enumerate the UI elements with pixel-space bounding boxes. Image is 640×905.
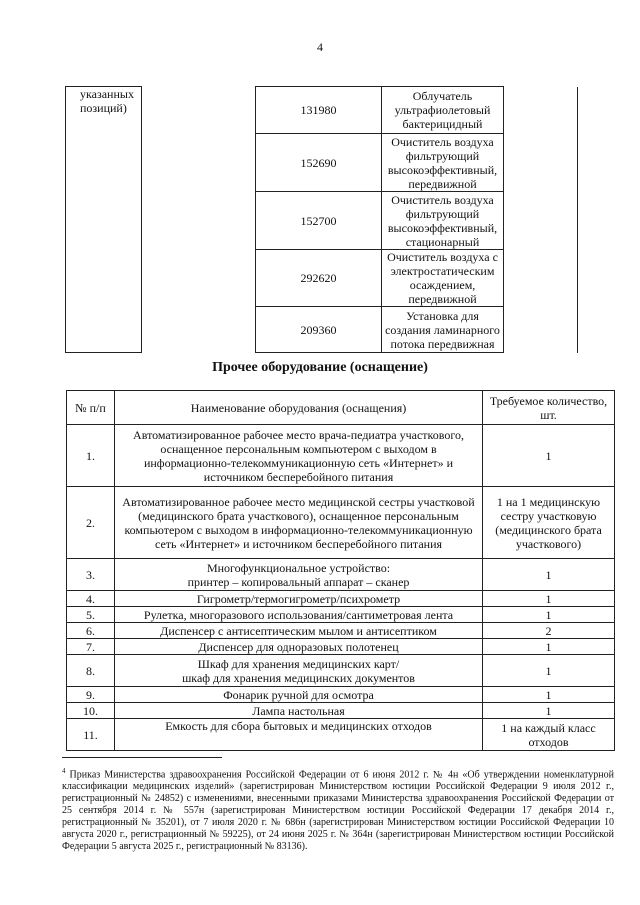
equipment-name-line: Многофункциональное устройство:: [206, 560, 391, 575]
empty-cell: [504, 87, 578, 353]
equipment-name-line: Шкаф для хранения медицинских карт/: [197, 656, 400, 671]
code-cell: 292620: [256, 250, 382, 307]
code-cell: 131980: [256, 87, 382, 134]
column-header-name: Наименование оборудования (оснащения): [115, 391, 483, 425]
equipment-name: Диспенсер с антисептическим мылом и антисептиком: [115, 623, 483, 639]
table-row: [67, 591, 615, 607]
row-number: 10.: [67, 703, 115, 719]
footnote-marker: 4: [62, 767, 66, 775]
item-name-cell: Очиститель воздуха с электростатическим осаждением, передвижной: [382, 250, 504, 307]
table-row: [67, 623, 615, 639]
row-number: 1.: [67, 425, 115, 487]
code-cell: 152700: [256, 192, 382, 250]
equipment-name-line: принтер – копировальный аппарат – сканер: [187, 574, 410, 589]
row-number: 3.: [67, 559, 115, 591]
code-cell: 152690: [256, 134, 382, 192]
table-row: [67, 687, 615, 703]
equipment-name: [115, 655, 483, 687]
column-header-number: № п/п: [67, 391, 115, 425]
table-row: [66, 87, 578, 134]
continuation-cell: указанных позиций): [66, 87, 142, 353]
table-row: [67, 703, 615, 719]
row-number: 11.: [67, 719, 115, 751]
column-header-quantity: Требуемое количество, шт.: [483, 391, 615, 425]
equipment-name: Рулетка, многоразового использования/сантиметровая лента: [115, 607, 483, 623]
row-number: 4.: [67, 591, 115, 607]
equipment-quantity: 1: [483, 687, 615, 703]
footnote-separator: [62, 757, 222, 758]
other-equipment-table: [66, 390, 615, 751]
table-row: [67, 607, 615, 623]
row-number: 9.: [67, 687, 115, 703]
equipment-quantity: 1: [483, 559, 615, 591]
table-row: [67, 425, 615, 487]
equipment-name-line: шкаф для хранения медицинских документов: [182, 670, 415, 685]
equipment-quantity: 1: [483, 591, 615, 607]
item-name-cell: Облучатель ультрафиолетовый бактерицидный: [382, 87, 504, 134]
equipment-name: Гигрометр/термогигрометр/психрометр: [115, 591, 483, 607]
continued-equipment-table: [65, 86, 578, 353]
item-name-cell: Очиститель воздуха фильтрующий высокоэффективный, передвижной: [382, 134, 504, 192]
table-header-row: [67, 391, 615, 425]
equipment-quantity: 1: [483, 655, 615, 687]
table-row: [67, 559, 615, 591]
table-row: [67, 639, 615, 655]
code-cell: 209360: [256, 307, 382, 353]
equipment-quantity: 1: [483, 607, 615, 623]
table-row: [67, 655, 615, 687]
row-number: 8.: [67, 655, 115, 687]
equipment-quantity: 1: [483, 425, 615, 487]
empty-cell: [142, 87, 256, 353]
table-row: [67, 487, 615, 559]
equipment-quantity: 1 на 1 медицинскую сестру участковую (медицинского брата участкового): [483, 487, 615, 559]
page-number: 4: [317, 40, 323, 54]
footnote: [62, 765, 614, 853]
section-title: Прочее оборудование (оснащение): [212, 360, 428, 375]
item-name-cell: Установка для создания ламинарного потока передвижная: [382, 307, 504, 353]
row-number: 6.: [67, 623, 115, 639]
table-row: [67, 719, 615, 751]
row-number: 2.: [67, 487, 115, 559]
equipment-quantity: 1: [483, 639, 615, 655]
item-name-cell: Очиститель воздуха фильтрующий высокоэффективный, стационарный: [382, 192, 504, 250]
equipment-quantity: 1 на каждый класс отходов: [483, 719, 615, 751]
equipment-name: Фонарик ручной для осмотра: [115, 687, 483, 703]
equipment-name: [115, 559, 483, 591]
equipment-name: Емкость для сбора бытовых и медицинских отходов: [115, 719, 483, 751]
equipment-name: Автоматизированное рабочее место врача-педиатра участкового, оснащенное персональным компьютером с выходом в информационно-телекоммуникационную сеть «Интернет» и источником бесперебойного питания: [115, 425, 483, 487]
footnote-text: Приказ Министерства здравоохранения Российской Федерации от 6 июня 2012 г. № 4н «Об утверждении номенклатурной классификации медицинских изделий» (зарегистрирован Министерством юстиции Российской Федерации 9 июля 2012 г., регистрационный № 24852) с изменениями, внесенными приказами Министерства здравоохранения Российской Федерации от 25 сентября 2014 г. № 557н (зарегистрирован Министерством юстиции Российской Федерации 17 декабря 2014 г., регистрационный № 35201), от 7 июля 2020 г. № 686н (зарегистрирован Министерством юстиции Российской Федерации 10 августа 2020 г., регистрационный № 59225), от 24 июня 2025 г. № 364н (зарегистрирован Министерством юстиции Российской Федерации 5 августа 2025 г., регистрационный № 83136).: [62, 769, 614, 853]
row-number: 5.: [67, 607, 115, 623]
equipment-quantity: 2: [483, 623, 615, 639]
equipment-quantity: 1: [483, 703, 615, 719]
equipment-name: Лампа настольная: [115, 703, 483, 719]
equipment-name: Автоматизированное рабочее место медицинской сестры участковой (медицинского брата участкового), оснащенное персональным компьютером с выходом в информационно-телекоммуникационную сеть «Интернет» и источником бесперебойного питания: [115, 487, 483, 559]
row-number: 7.: [67, 639, 115, 655]
equipment-name: Диспенсер для одноразовых полотенец: [115, 639, 483, 655]
